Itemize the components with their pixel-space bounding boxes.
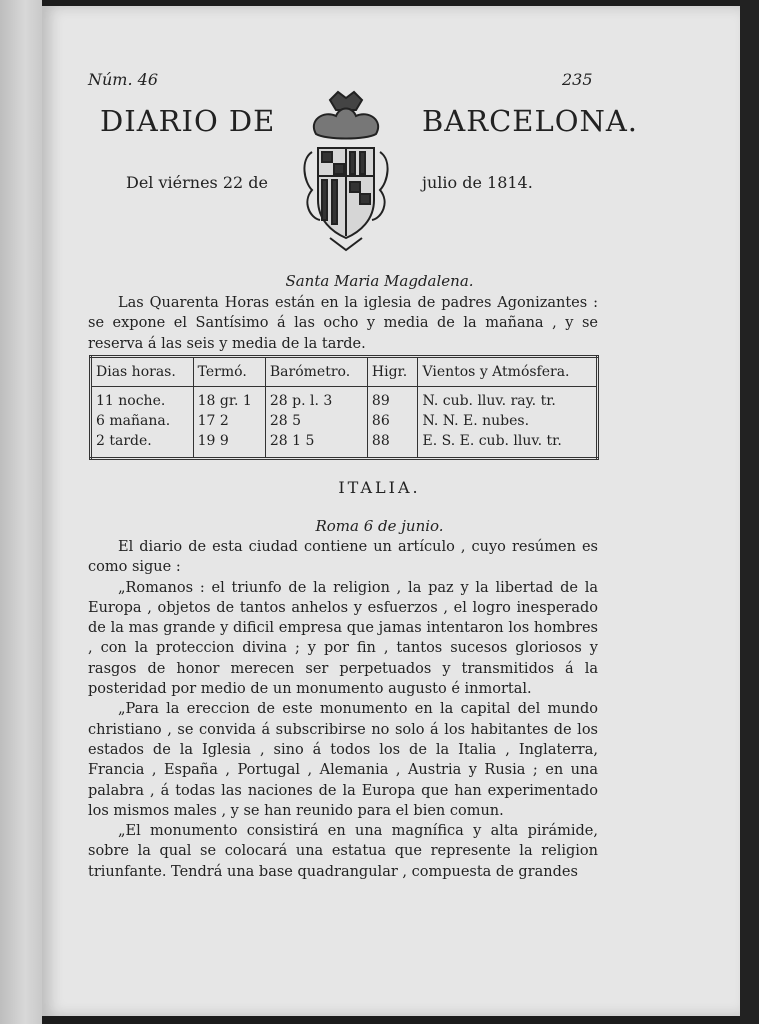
cell-temp: 18 gr. 1 <box>193 387 265 412</box>
cell-hygro: 88 <box>367 431 418 459</box>
section-title: ITALIA. <box>338 478 421 497</box>
article-paragraph: „El monumento consistirá en una magnífica y alta pirámide, sobre la qual se colocará una estatua que represente la religion triunfante. Tendrá una base quadrangular , compuesta de grandes <box>88 823 598 880</box>
article-paragraph: El diario de esta ciudad contiene un artículo , cuyo resúmen es como sigue : <box>88 539 598 576</box>
col-days-hours: Dias horas. <box>91 357 194 387</box>
coat-of-arms-icon <box>290 90 402 252</box>
table-row <box>91 411 598 431</box>
masthead-title-left: DIARIO DE <box>100 104 276 138</box>
issue-date-right: julio de 1814. <box>422 173 533 192</box>
article-paragraph: „Para la ereccion de este monumento en la capital del mundo christiano , se convida á subscribirse no solo á los habitantes de los estados de la Iglesia , sino á todos los de la Italia , Inglaterra, Francia , España , Portugal , Alemania , Austria y Rusia ; en una palabra , á todas las naciones de la Europa que han experimentado los mismos males , y se han reunido para el bien comun. <box>88 701 598 819</box>
issue-number: Núm. 46 <box>88 70 159 89</box>
cell-hygro: 89 <box>367 387 418 412</box>
saint-of-day: Santa Maria Magdalena. <box>285 272 474 290</box>
cell-baro: 28 5 <box>265 411 367 431</box>
right-page-edge <box>740 0 759 1024</box>
cell-hygro: 86 <box>367 411 418 431</box>
cell-hour: 6 mañana. <box>91 411 194 431</box>
col-barometer: Barómetro. <box>265 357 367 387</box>
weather-table <box>89 355 599 460</box>
cell-temp: 17 2 <box>193 411 265 431</box>
issue-date-left: Del viérnes 22 de <box>126 173 268 192</box>
cell-baro: 28 1 5 <box>265 431 367 459</box>
col-thermometer: Termó. <box>193 357 265 387</box>
page-number: 235 <box>562 70 593 89</box>
cell-hour: 2 tarde. <box>91 431 194 459</box>
article-paragraph: „Romanos : el triunfo de la religion , la paz y la libertad de la Europa , objetos de tantos anhelos y esfuerzos , el logro inesperado de la mas grande y dificil empresa que jamas intentaron los hombres , con la proteccion divina ; y por fin , tantos sucesos gloriosos y rasgos de honor merecen ser perpetuados y transmitidos á la posteridad por medio de un monumento augusto é inmortal. <box>88 579 598 698</box>
cell-wind: N. N. E. nubes. <box>422 413 530 429</box>
col-hygrometer: Higr. <box>367 357 418 387</box>
cell-wind: E. S. E. cub. lluv. tr. <box>422 433 562 449</box>
cell-hour: 11 noche. <box>91 387 194 412</box>
table-row <box>91 431 598 459</box>
weather-table-header <box>91 357 598 387</box>
left-page-edge <box>0 0 42 1024</box>
dateline: Roma 6 de junio. <box>315 517 444 535</box>
masthead-title-right: BARCELONA. <box>422 104 639 138</box>
article-body <box>88 537 598 882</box>
col-winds: Vientos y Atmósfera. <box>418 357 598 387</box>
table-row <box>91 387 598 412</box>
cell-baro: 28 p. l. 3 <box>265 387 367 412</box>
forty-hours-notice: Las Quarenta Horas están en la iglesia de padres Agonizantes : se expone el Santísimo á las ocho y media de la mañana , y se reserva á las seis y media de la tarde. <box>88 295 598 352</box>
cell-temp: 19 9 <box>193 431 265 459</box>
cell-wind: N. cub. lluv. ray. tr. <box>422 393 556 409</box>
